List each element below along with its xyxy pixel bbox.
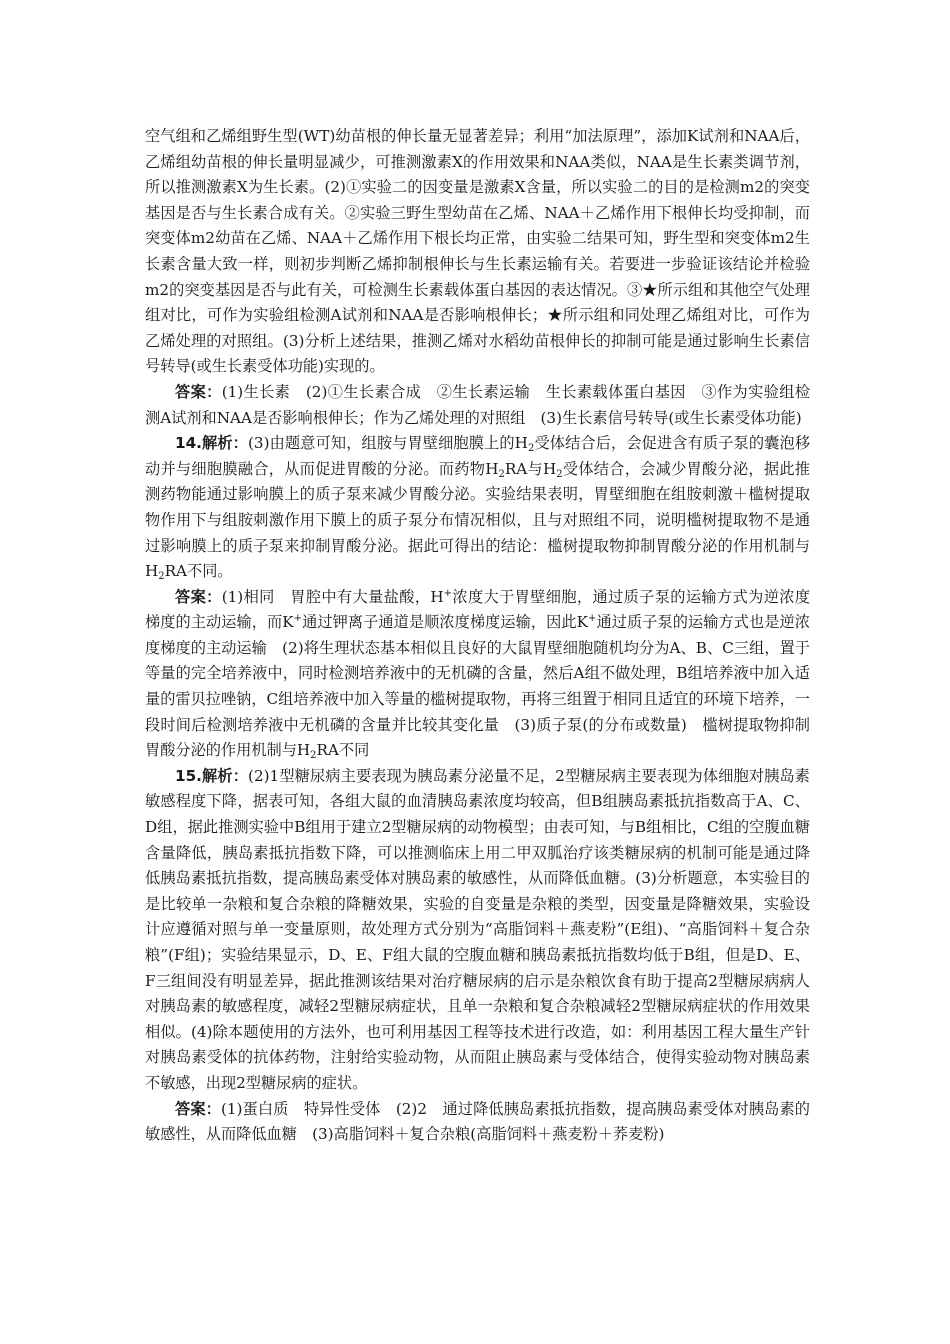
q15-text: (2)1型糖尿病主要表现为胰岛素分泌量不足，2型糖尿病主要表现为体细胞对胰岛素敏感程度下降，据表可知，各组大鼠的血清胰岛素浓度均较高，但B组胰岛素抵抗指数高于A、C、D组，据此推测实验中B组用于建立2型糖尿病的动物模型；由表可知，与B组相比，C组的空腹血糖含量降低，胰岛素抵抗指数下降，可以推测临床上用二甲双胍治疗该类糖尿病的机制可能是通过降低胰岛素抵抗指数，提高胰岛素受体对胰岛素的敏感性，从而降低血糖。(3)分析题意，本实验目的是比较单一杂粮和复合杂粮的降糖效果，实验的自变量是杂粮的类型，因变量是降糖效果，实验设计应遵循对照与单一变量原则，故处理方式分别为“高脂饲料＋燕麦粉”(E组)、“高脂饲料＋复合杂粮”(F组)；实验结果显示，D、E、F组大鼠的空腹血糖和胰岛素抵抗指数均低于B组，但是D、E、F三组间没有明显差异，据此推测该结果对治疗糖尿病的启示是杂粮饮食有助于提高2型糖尿病病人对胰岛素的敏感程度，减轻2型糖尿病症状，且单一杂粮和复合杂粮减轻2型糖尿病症状的作用效果相似。(4)除本题使用的方法外，也可利用基因工程等技术进行改造，如：利用基因工程大量生产针对胰岛素受体的抗体药物，注射给实验动物，从而阻止胰岛素与受体结合，使得实验动物对胰岛素不敏感，出现2型糖尿病的症状。: [145, 766, 810, 1092]
q13-analysis-continuation: 空气组和乙烯组野生型(WT)幼苗根的伸长量无显著差异；利用“加法原理”，添加K试剂和NAA后，乙烯组幼苗根的伸长量明显减少，可推测激素X的作用效果和NAA类似，NAA是生长素类调节剂，所以推测激素X为生长素。(2)①实验二的因变量是激素X含量，所以实验二的目的是检测m2的突变基因是否与生长素合成有关。②实验三野生型幼苗在乙烯、NAA＋乙烯作用下根伸长均受抑制，而突变体m2幼苗在乙烯、NAA＋乙烯作用下根长均正常，由实验二结果可知，野生型和突变体m2生长素含量大致一样，则初步判断乙烯抑制根伸长与生长素运输有关。若要进一步验证该结论并检验m2的突变基因是否与此有关，可检测生长素载体蛋白基因的表达情况。③★所示组和其他空气处理组对比，可作为实验组检测A试剂和NAA是否影响根伸长；★所示组和同处理乙烯组对比，可作为乙烯处理的对照组。(3)分析上述结果，推测乙烯对水稻幼苗根伸长的抑制可能是通过影响生长素信号转导(或生长素受体功能)实现的。: [145, 127, 810, 376]
subscript: 2: [527, 443, 535, 455]
superscript: +: [588, 613, 597, 625]
q14-answer: [145, 585, 810, 764]
q14-text: 受体结合，会减少胃酸分泌，据此推测药物能通过影响膜上的质子泵来减少胃酸分泌。实验结果表明，胃壁细胞在组胺刺激＋槛树提取物作用下与组胺刺激作用下膜上的质子泵分布情况相似，且与对照组不同，说明槛树提取物不是通过影响膜上的质子泵来抑制胃酸分泌。据此可得出的结论：槛树提取物抑制胃酸分泌的作用机制与H: [145, 459, 810, 581]
subscript: 2: [310, 750, 317, 762]
q14-text: RA与H: [504, 459, 557, 478]
answer-label: 答案：: [175, 587, 222, 606]
answer-label: 答案：: [175, 382, 222, 401]
subscript: 2: [556, 468, 563, 480]
q14-answer-text: 通过钾离子通道是顺浓度梯度运输，因此K: [302, 613, 589, 632]
q13-answer: [145, 380, 810, 431]
q15-answer: [145, 1097, 810, 1148]
q15-answer-text: (1)蛋白质 特异性受体 (2)2 通过降低胰岛素抵抗指数，提高胰岛素受体对胰岛素的敏感性，从而降低血糖 (3)高脂饲料＋复合杂粮(高脂饲料＋燕麦粉＋荞麦粉): [145, 1099, 810, 1144]
answer-label: 答案：: [175, 1099, 221, 1118]
q14-text: 受体结合后，会促进含有质子泵的囊泡移动并与细胞膜融合，从而促进胃酸的分泌。而药物H: [145, 434, 811, 478]
q14-answer-text: RA不同: [316, 741, 370, 760]
q14-analysis: [145, 431, 810, 585]
document-page: [145, 124, 810, 1148]
q15-label: 15.解析：: [175, 766, 249, 785]
q14-text: RA不同。: [164, 562, 233, 581]
q14-text: (3)由题意可知，组胺与胃壁细胞膜上的H: [247, 434, 528, 453]
superscript: +: [443, 587, 453, 599]
subscript: 2: [498, 468, 505, 480]
q14-label: 14.解析：: [175, 434, 248, 453]
q14-answer-text: 浓度大于胃壁细胞，通过质子泵的运输方式为逆浓度梯度的主动运输，而K: [145, 587, 811, 632]
q14-answer-text: (1)相同 胃腔中有大量盐酸，H: [221, 587, 444, 606]
q15-analysis: [145, 764, 810, 1097]
superscript: +: [293, 613, 303, 625]
q13-answer-text: (1)生长素 (2)①生长素合成 ②生长素运输 生长素载体蛋白基因 ③作为实验组检测A试剂和NAA是否影响根伸长；作为乙烯处理的对照组 (3)生长素信号转导(或生长素受体功能): [145, 382, 811, 427]
subscript: 2: [158, 571, 165, 583]
q14-answer-text: 通过质子泵的运输方式也是逆浓度梯度的主动运输 (2)将生理状态基本相似且良好的大鼠胃壁细胞随机均分为A、B、C三组，置于等量的完全培养液中，同时检测培养液中的无机磷的含量，然后A组不做处理，B组培养液中加入适量的雷贝拉唑钠，C组培养液中加入等量的槛树提取物，再将三组置于相同且适宜的环境下培养，一段时间后检测培养液中无机磷的含量并比较其变化量 (3)质子泵(的分布或数量) 槛树提取物抑制胃酸分泌的作用机制与H: [145, 613, 810, 760]
